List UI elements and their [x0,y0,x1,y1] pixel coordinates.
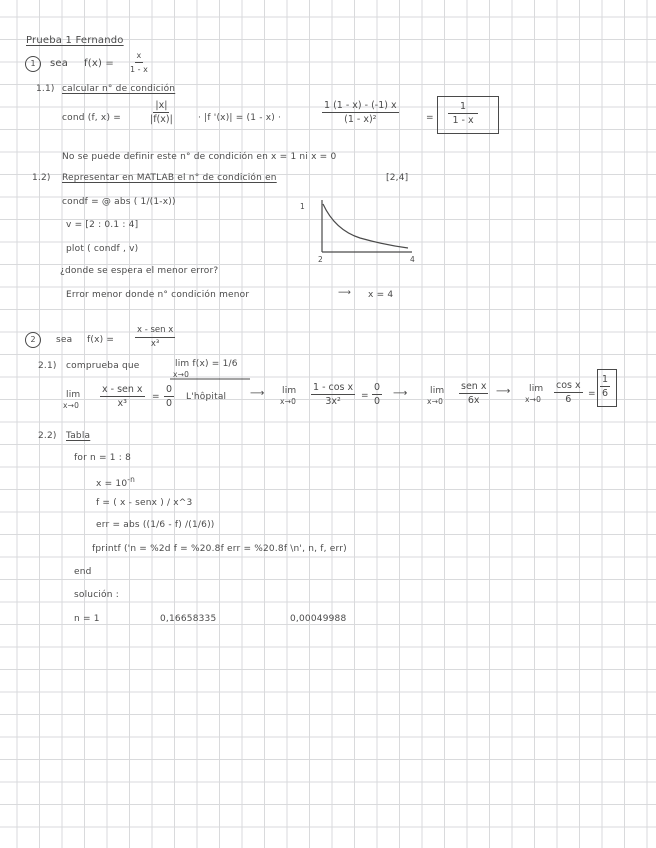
page-title: Prueba 1 Fernando [26,35,124,46]
s11-label: 1.1) [36,84,55,94]
lim1: lim [66,390,81,400]
code-end: end [74,567,92,577]
result-row-f: 0,16658335 [160,614,217,624]
cond-f2-den: (1 - x)² [344,114,377,125]
lim1-den: x³ [117,398,127,409]
lim4-sub: x→0 [525,395,542,404]
lim3-sub: x→0 [427,397,444,406]
lim-claim: lim f(x) = 1/6 [175,359,238,369]
result-row-n: n = 1 [74,614,100,624]
hopital-label: L'hôpital [186,392,227,402]
cond-res-den: 1 - x [452,115,474,126]
code-line-3: plot ( condf , v) [66,244,139,254]
answer-text: Error menor donde n° condición menor [66,290,250,300]
lim2: lim [282,386,297,396]
code-fprintf: fprintf ('n = %2d f = %20.8f err = %20.8f \n', n, f, err) [92,544,347,554]
question-least-error: ¿donde se espera el menor error? [60,266,219,276]
cond-lhs: cond (f, x) = [62,113,121,123]
graph-x-start: 2 [318,255,323,264]
s12-label: 1.2) [32,173,51,183]
lim3-den: 6x [467,395,480,406]
s11-heading: calcular n° de condición [62,84,176,94]
zero-over-zero-1 [164,384,174,409]
lim3-fraction [459,381,488,406]
arrow-2: ⟶ [393,388,408,399]
cond-f1-num: |x| [155,100,168,111]
eq-1: = [152,392,160,402]
lim1-num: x - sen x [102,384,143,395]
lim1-sub: x→0 [63,401,80,410]
lim3-num: sen x [461,381,487,392]
zero-over-zero-2 [372,382,382,407]
code-x-base: x = 10 [96,479,128,489]
lim4-num: cos x [556,380,581,391]
lim4: lim [529,384,544,394]
s21-label: 2.1) [38,361,57,371]
lim4-den: 6 [565,394,572,405]
lim-res-den: 6 [602,388,609,399]
code-for: for n = 1 : 8 [74,453,132,463]
z1-den: 0 [166,398,173,409]
lim-claim-sub: x→0 [173,370,190,379]
p2-sea-label: sea [56,335,73,345]
s12-heading: Representar en MATLAB el n° de condición en [62,173,277,183]
s22-heading: Tabla [66,431,91,441]
code-err-assign: err = abs ((1/6 - f) /(1/6)) [96,520,215,530]
code-line-2: v = [2 : 0.1 : 4] [66,220,139,230]
lim-result-fraction [600,374,610,399]
eq-2: = [361,391,369,401]
lim2-num: 1 - cos x [313,382,354,393]
result-row-err: 0,00049988 [290,614,347,624]
z2-num: 0 [374,382,381,393]
p2-f-numerator: x - sen x [135,325,175,338]
lim2-sub: x→0 [280,397,297,406]
p1-f-denominator: 1 - x [130,65,148,74]
cond-equals: = [426,113,434,123]
cond-f2-num: 1 (1 - x) - (-1) x [324,100,397,111]
p2-f-denominator: x³ [150,339,160,349]
code-f-assign: f = ( x - senx ) / x^3 [96,498,193,508]
lim2-fraction [311,382,355,407]
z2-den: 0 [374,396,381,407]
problem-2-number: 2 [25,332,41,348]
p1-function-def: f(x) = [84,58,114,69]
s21-heading: comprueba que [66,361,140,371]
code-x-assign [96,474,135,490]
problem-1-number: 1 [25,56,41,72]
cond-f1-den: |f(x)| [150,114,173,125]
answer-arrow: ⟶ [338,288,352,298]
lim3: lim [430,386,445,396]
answer-x: x = 4 [368,290,394,300]
solution-label: solución : [74,590,119,600]
s22-label: 2.2) [38,431,57,441]
cond-res-num: 1 [448,101,478,114]
p1-sea-label: sea [50,58,69,69]
graph-x-end: 4 [410,255,415,264]
p1-f-numerator: x [135,50,144,63]
graph-y-label: 1 [300,202,305,211]
code-x-exponent: -n [127,475,136,484]
lim-res-num: 1 [602,374,609,385]
arrow-3: ⟶ [496,386,511,397]
z1-num: 0 [166,384,173,395]
lim4-fraction [554,380,583,405]
lim2-den: 3x² [325,396,341,407]
cond-middle: · |f '(x)| = (1 - x) · [198,113,282,123]
code-line-1: condf = @ abs ( 1/(1-x)) [62,197,176,207]
eq-4: = [588,389,596,399]
no-define-note: No se puede definir este n° de condición en x = 1 ni x = 0 [62,152,337,162]
s12-interval: [2,4] [386,173,409,183]
p2-function-def: f(x) = [87,335,115,345]
arrow-1: ⟶ [250,388,265,399]
lim1-fraction [100,384,145,409]
